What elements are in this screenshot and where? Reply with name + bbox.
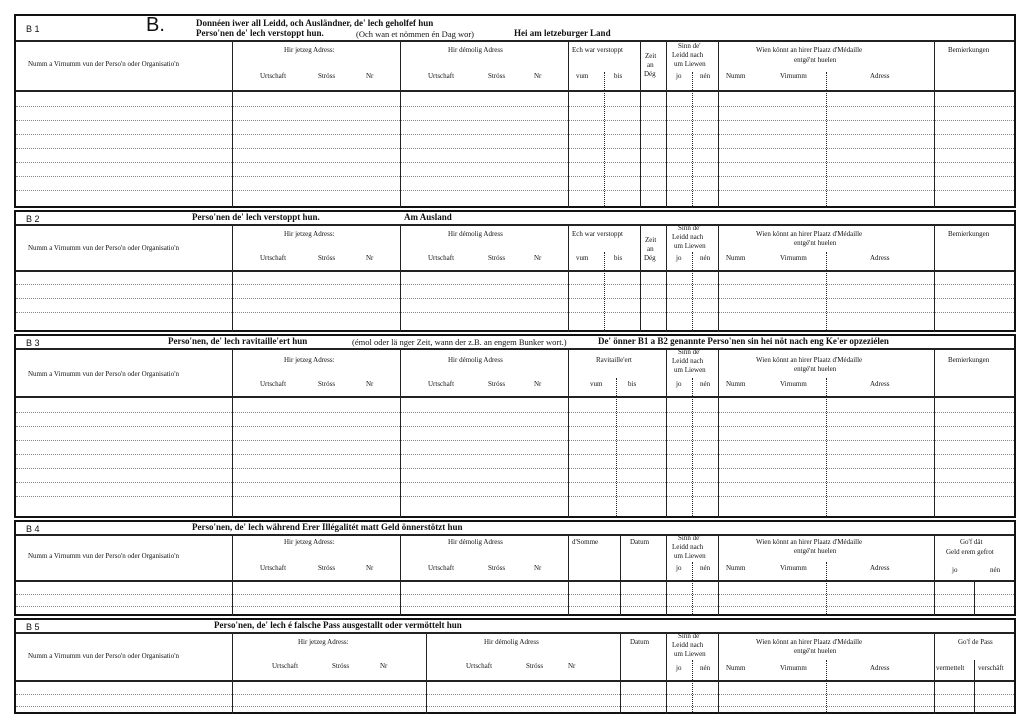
section-b1: [14, 14, 1016, 208]
section-title: Perso'nen, de' lech é falsche Pass ausgestallt oder vermöttelt hun: [214, 620, 462, 630]
col-name-header: Numm a Virnumm vun der Perso'n oder Organisatio'n: [28, 370, 179, 378]
col-firstname: Virnumm: [780, 564, 807, 572]
col-killed: Sinn de': [678, 632, 701, 640]
form-page: [14, 14, 1016, 714]
col-number: Nr: [534, 564, 542, 572]
col-yes: jo: [676, 380, 682, 388]
col-killed: Sinn de': [678, 534, 701, 542]
col-date: Datum: [630, 638, 650, 646]
section-note: (Och wan et nömmen én Dag wor): [356, 29, 475, 39]
col-provided: verschäft: [978, 664, 1004, 672]
col-medal: Wien könnt an hirer Plaatz d'Médaille: [756, 538, 863, 546]
col-time: Zeit: [645, 236, 657, 244]
col-town: Urtschaft: [260, 254, 287, 262]
col-to: bis: [628, 380, 637, 388]
col-remarks: Bemierkungen: [948, 356, 990, 364]
col-hidden-period: Ech war verstoppt: [572, 230, 623, 238]
section-letter: B.: [146, 14, 165, 36]
col-to: bis: [614, 254, 623, 262]
col-firstname: Virnumm: [780, 380, 807, 388]
col-no: nén: [700, 664, 711, 672]
col-address: Adress: [870, 72, 890, 80]
col-money-returned: Go'f dät: [960, 538, 983, 546]
col-town: Urtschaft: [272, 662, 299, 670]
col-current-address: Hir jetzeg Adress:: [298, 638, 349, 646]
col-medal: Wien könnt an hirer Plaatz d'Médaille: [756, 356, 863, 364]
col-supplied: Ravitaille'ert: [596, 356, 632, 364]
col-former-address: Hir démolig Adress: [448, 538, 503, 546]
col-amount: d'Somme: [572, 538, 599, 546]
col-no: nén: [700, 564, 711, 572]
col-number: Nr: [366, 564, 374, 572]
col-current-address: Hir jetzeg Adress:: [284, 356, 335, 364]
col-town: Urtschaft: [428, 564, 455, 572]
col-yes: jo: [676, 254, 682, 262]
section-label: B 3: [26, 338, 40, 348]
col-hidden-period: Ech war verstoppt: [572, 46, 623, 54]
col-firstname: Virnumm: [780, 72, 807, 80]
col-name-header: Numm a Virnumm vun der Perso'n oder Organisatio'n: [28, 60, 179, 68]
col-firstname: Virnumm: [780, 254, 807, 262]
col-number: Nr: [366, 72, 374, 80]
col-yes: jo: [676, 72, 682, 80]
col-days: Dég: [644, 254, 656, 262]
section-label: B 5: [26, 622, 40, 632]
col-street: Stróss: [318, 254, 336, 262]
col-street: Stróss: [488, 564, 506, 572]
col-town: Urtschaft: [428, 72, 455, 80]
col-no: nén: [990, 566, 1001, 574]
col-yes: jo: [676, 664, 682, 672]
col-street: Stróss: [488, 254, 506, 262]
col-surname: Numm: [726, 564, 746, 572]
col-medal-2: entgé'nt huelen: [794, 365, 837, 373]
col-street: Stróss: [318, 564, 336, 572]
col-money-returned-2: Geld erem gefrot: [946, 548, 994, 556]
col-number: Nr: [366, 254, 374, 262]
col-number: Nr: [534, 254, 542, 262]
col-former-address: Hir démolig Adress: [484, 638, 539, 646]
section-label: B 1: [26, 24, 40, 34]
col-town: Urtschaft: [428, 380, 455, 388]
col-time: Zeit: [645, 52, 657, 60]
section-b4: [14, 520, 1016, 616]
col-killed-2: Leidd nach: [672, 51, 704, 59]
col-no: nén: [700, 72, 711, 80]
col-killed-2: Leidd nach: [672, 233, 704, 241]
col-street: Stróss: [488, 380, 506, 388]
col-from: vum: [590, 380, 603, 388]
col-address: Adress: [870, 254, 890, 262]
col-town: Urtschaft: [260, 380, 287, 388]
col-surname: Numm: [726, 254, 746, 262]
col-street: Stróss: [318, 380, 336, 388]
col-medal-2: entgé'nt huelen: [794, 56, 837, 64]
section-title: Perso'nen, de' lech während Erer Illégalitét matt Geld önnerstötzt hun: [192, 522, 463, 532]
col-yes: jo: [676, 564, 682, 572]
section-note-2: De' önner B1 a B2 genannte Perso'nen sin hei nöt nach eng Ke'er opzeziélen: [598, 336, 889, 346]
col-no: nén: [700, 380, 711, 388]
section-label: B 4: [26, 524, 40, 534]
col-killed-3: um Liewen: [674, 552, 706, 560]
col-former-address: Hir démolig Adress: [448, 46, 503, 54]
col-street: Stróss: [488, 72, 506, 80]
col-days: Dég: [644, 70, 656, 78]
col-surname: Numm: [726, 380, 746, 388]
col-killed-2: Leidd nach: [672, 357, 704, 365]
col-date: Datum: [630, 538, 650, 546]
col-killed-2: Leidd nach: [672, 543, 704, 551]
col-from: vum: [576, 72, 589, 80]
col-yes: jo: [952, 566, 958, 574]
col-former-address: Hir démolig Adress: [448, 356, 503, 364]
col-medal-2: entgé'nt huelen: [794, 239, 837, 247]
col-medal: Wien könnt an hirer Plaatz d'Médaille: [756, 46, 863, 54]
section-b2: [14, 210, 1016, 332]
col-town: Urtschaft: [260, 564, 287, 572]
section-region: Am Ausland: [404, 212, 452, 222]
section-title: Perso'nen, de' lech ravitaille'ert hun: [168, 336, 308, 346]
col-current-address: Hir jetzeg Adress:: [284, 230, 335, 238]
col-time-in: an: [647, 245, 654, 253]
col-number: Nr: [534, 72, 542, 80]
section-b3: [14, 334, 1016, 518]
col-killed: Sinn de': [678, 42, 701, 50]
col-name-header: Numm a Virnumm vun der Perso'n oder Organisatio'n: [28, 244, 179, 252]
col-former-address: Hir démolig Adress: [448, 230, 503, 238]
col-mediated: vermettelt: [936, 664, 965, 672]
col-street: Stróss: [526, 662, 544, 670]
col-street: Stróss: [332, 662, 350, 670]
section-note: (émol oder lä nger Zeit, wann der z.B. an engem Bunker wort.): [352, 337, 567, 347]
col-pass-issued: Go'f de Pass: [958, 638, 993, 646]
col-address: Adress: [870, 380, 890, 388]
section-region: Hei am letzeburger Land: [514, 28, 611, 38]
col-medal-2: entgé'nt huelen: [794, 547, 837, 555]
col-town: Urtschaft: [428, 254, 455, 262]
col-number: Nr: [568, 662, 576, 670]
section-b5: [14, 618, 1016, 714]
col-town: Urtschaft: [466, 662, 493, 670]
col-from: vum: [576, 254, 589, 262]
col-to: bis: [614, 72, 623, 80]
col-medal-2: entgé'nt huelen: [794, 647, 837, 655]
col-killed-3: um Liewen: [674, 366, 706, 374]
col-surname: Numm: [726, 664, 746, 672]
col-surname: Numm: [726, 72, 746, 80]
col-name-header: Numm a Virnumm vun der Perso'n oder Organisatio'n: [28, 552, 179, 560]
col-medal: Wien könnt an hirer Plaatz d'Médaille: [756, 230, 863, 238]
col-medal: Wien könnt an hirer Plaatz d'Médaille: [756, 638, 863, 646]
col-killed: Sinn de': [678, 224, 701, 232]
col-current-address: Hir jetzeg Adress:: [284, 538, 335, 546]
col-town: Urtschaft: [260, 72, 287, 80]
col-firstname: Virnumm: [780, 664, 807, 672]
col-killed-3: um Liewen: [674, 242, 706, 250]
section-title: Donnéen iwer all Leidd, och Ausländner, de' lech geholfef hun: [196, 18, 434, 28]
col-number: Nr: [380, 662, 388, 670]
section-subtitle: Perso'nen de' lech verstoppt hun.: [196, 28, 324, 38]
col-killed-2: Leidd nach: [672, 641, 704, 649]
col-address: Adress: [870, 564, 890, 572]
col-number: Nr: [366, 380, 374, 388]
col-street: Stróss: [318, 72, 336, 80]
section-title: Perso'nen de' lech verstoppt hun.: [192, 212, 320, 222]
col-time-in: an: [647, 61, 654, 69]
col-killed: Sinn de': [678, 348, 701, 356]
col-address: Adress: [870, 664, 890, 672]
col-name-header: Numm a Virnumm vun der Perso'n oder Organisatio'n: [28, 652, 179, 660]
col-remarks: Bemierkungen: [948, 46, 990, 54]
col-number: Nr: [534, 380, 542, 388]
col-killed-3: um Liewen: [674, 650, 706, 658]
col-remarks: Bemierkungen: [948, 230, 990, 238]
section-label: B 2: [26, 214, 40, 224]
col-current-address: Hir jetzeg Adress:: [284, 46, 335, 54]
col-no: nén: [700, 254, 711, 262]
col-killed-3: um Liewen: [674, 60, 706, 68]
